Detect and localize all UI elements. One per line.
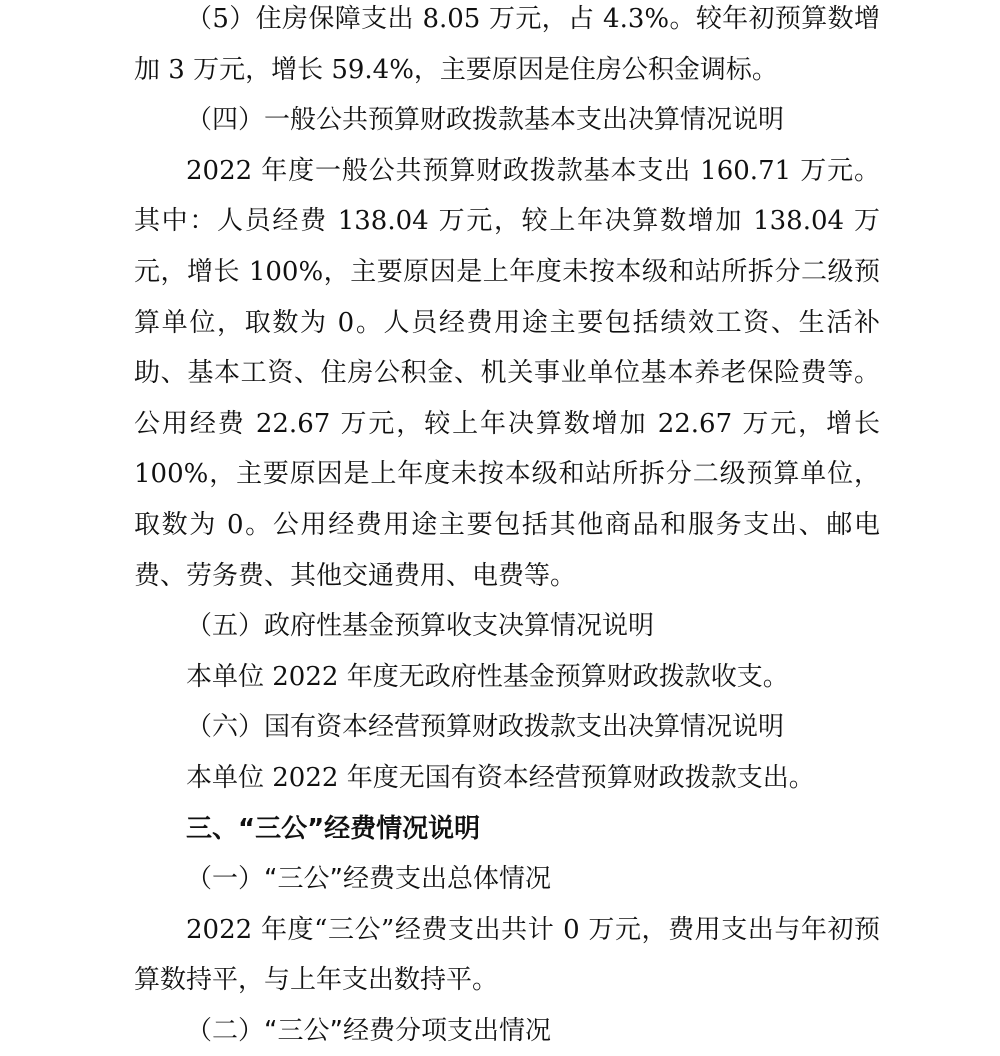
paragraph-government-fund: 本单位 2022 年度无政府性基金预算财政拨款收支。 [186, 661, 789, 692]
paragraph-three-public-overall: 2022 年度“三公”经费支出共计 0 万元，费用支出与年初预算数持平，与上年支出数持平。 [134, 914, 880, 996]
heading-three-public-overall: （一）“三公”经费支出总体情况 [186, 864, 551, 895]
heading-three-public-items: （二）“三公”经费分项支出情况 [186, 1015, 551, 1046]
paragraph-state-capital: 本单位 2022 年度无国有资本经营预算财政拨款支出。 [186, 762, 815, 793]
heading-basic-expenditure: （四）一般公共预算财政拨款基本支出决算情况说明 [186, 105, 785, 136]
paragraph-basic-expenditure: 2022 年度一般公共预算财政拨款基本支出 160.71 万元。其中：人员经费 138.04 万元，较上年决算数增加 138.04 万元，增长 100%，主要原因是上年度未按本级和站所拆分二级预算单位，取数为 0。人员经费用途主要包括绩效工资、生活补助、基本工资、住房公积金、机关事业单位基本养老保险费等。公用经费 22.67 万元，较上年决算数增加 22.67 万元，增长 100%，主要原因是上年度未按本级和站所拆分二级预算单位，取数为 0。公用经费用途主要包括其他商品和服务支出、邮电费、劳务费、其他交通费用、电费等。 [134, 155, 880, 591]
heading-three-public-expenses: 三、“三公”经费情况说明 [186, 813, 481, 844]
paragraph-housing-expenditure: （5）住房保障支出 8.05 万元，占 4.3%。较年初预算数增加 3 万元，增长 59.4%，主要原因是住房公积金调标。 [134, 4, 880, 85]
document-page [134, 0, 880, 1056]
heading-government-fund: （五）政府性基金预算收支决算情况说明 [186, 611, 655, 642]
heading-state-capital: （六）国有资本经营预算财政拨款支出决算情况说明 [186, 712, 785, 743]
